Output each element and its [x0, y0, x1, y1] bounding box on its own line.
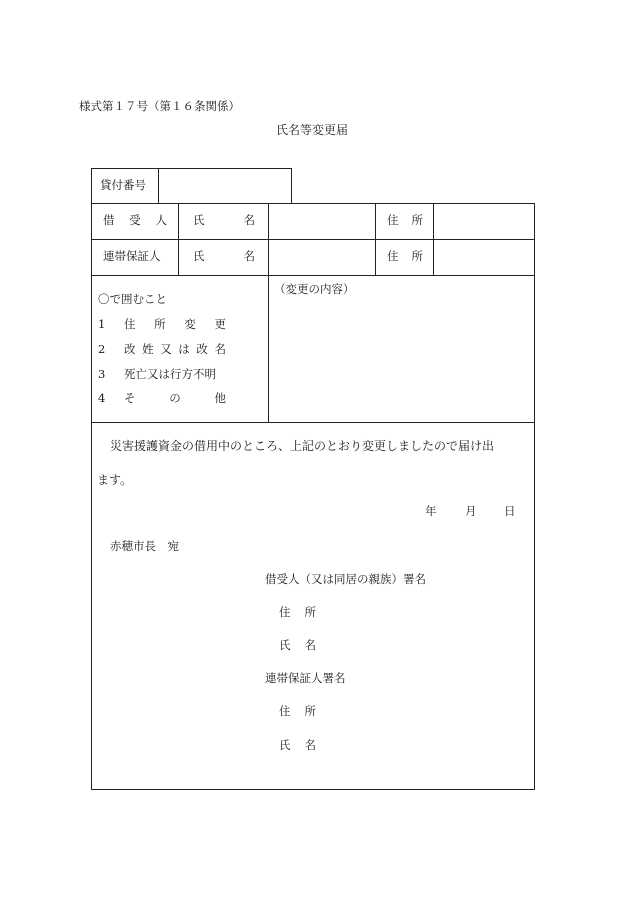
date-day: 日: [504, 504, 516, 518]
option-item[interactable]: 1 住 所 変 更: [98, 317, 226, 331]
guarantor-address-label: 住 所: [387, 249, 423, 263]
date-month: 月: [465, 504, 477, 518]
addressee: 赤穂市長 宛: [110, 539, 179, 553]
change-content-field[interactable]: [269, 300, 534, 421]
option-item[interactable]: 3 死亡又は行方不明: [98, 367, 216, 381]
change-content-label: （変更の内容）: [274, 282, 355, 296]
date-year: 年: [425, 504, 437, 518]
form-title: 氏名等変更届: [276, 123, 349, 137]
options-instruction: 〇で囲むこと: [98, 292, 167, 306]
borrower-name-label: 氏 名: [193, 213, 255, 227]
option-item[interactable]: 2 改 姓 又 は 改 名: [98, 342, 226, 356]
loan-number-label: 貸付番号: [100, 178, 146, 192]
declaration-line-2: ます。: [97, 473, 133, 487]
borrower-signature-heading: 借受人（又は同居の親族）署名: [265, 572, 426, 586]
borrower-signature-name-label: 氏 名: [279, 638, 316, 652]
guarantor-name-field[interactable]: [269, 240, 374, 274]
guarantor-label: 連帯保証人: [103, 249, 161, 263]
borrower-signature-address-label: 住 所: [279, 605, 316, 619]
guarantor-signature-name-label: 氏 名: [279, 738, 316, 752]
guarantor-signature-heading: 連帯保証人署名: [265, 671, 346, 685]
borrower-address-field[interactable]: [434, 204, 534, 238]
guarantor-address-field[interactable]: [434, 240, 534, 274]
declaration-line-1: 災害援護資金の借用中のところ、上記のとおり変更しましたので届け出: [110, 439, 495, 453]
loan-number-field[interactable]: [159, 169, 290, 203]
borrower-name-field[interactable]: [269, 204, 374, 238]
borrower-label: 借 受 人: [103, 213, 167, 227]
guarantor-signature-address-label: 住 所: [279, 704, 316, 718]
borrower-address-label: 住 所: [387, 213, 423, 227]
guarantor-name-label: 氏 名: [193, 249, 255, 263]
form-number: 様式第１７号（第１６条関係）: [79, 99, 240, 113]
option-item[interactable]: 4 そ の 他: [98, 391, 226, 405]
